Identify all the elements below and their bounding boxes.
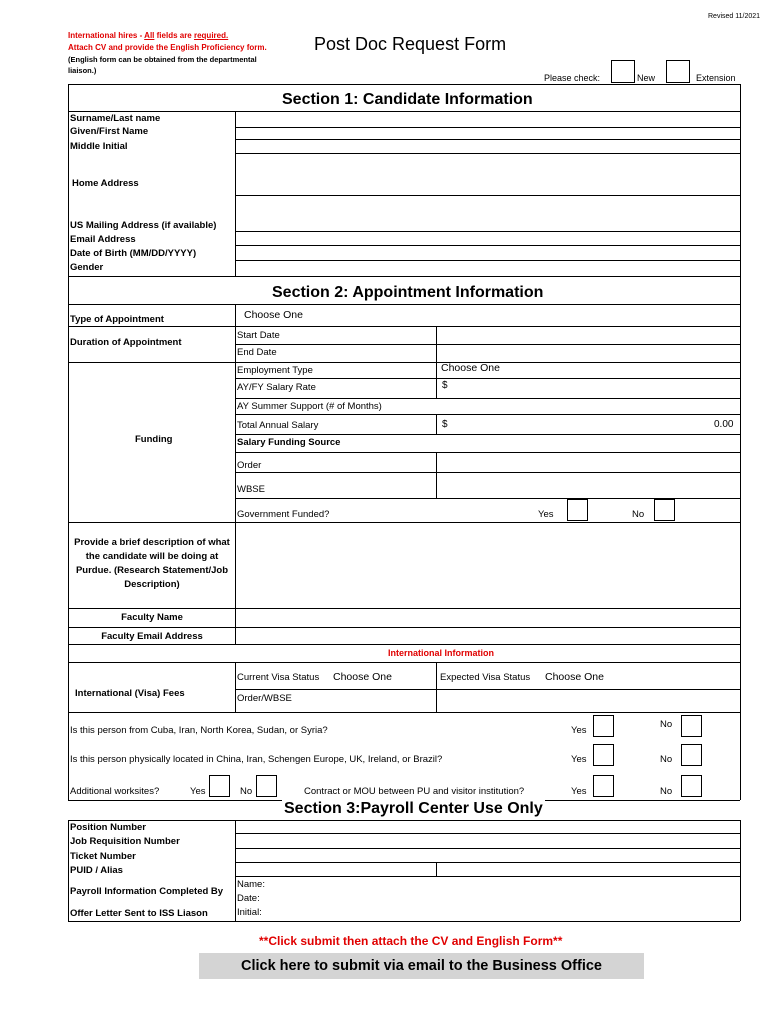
expected-visa-label: Expected Visa Status	[440, 672, 531, 683]
wbse-label: WBSE	[237, 484, 265, 495]
question-cuba-label: Is this person from Cuba, Iran, North Korea, Sudan, or Syria?	[70, 725, 328, 736]
us-mailing-field[interactable]	[236, 196, 739, 230]
middle-initial-label: Middle Initial	[70, 141, 128, 152]
intl-info-header: International Information	[388, 648, 495, 658]
submit-notice: **Click submit then attach the CV and English Form**	[259, 934, 563, 948]
duration-label: Duration of Appointment	[70, 337, 182, 348]
total-salary-currency: $	[442, 419, 448, 430]
revised-date: Revised 11/2021	[708, 13, 761, 20]
worksites-yes-label: Yes	[190, 786, 206, 797]
attach-cv-notice: Attach CV and provide the English Proficiency form.	[68, 43, 267, 52]
puid-field[interactable]	[236, 863, 435, 875]
mou-no-label: No	[660, 786, 673, 797]
type-of-appointment-label: Type of Appointment	[70, 314, 164, 325]
mou-no-checkbox[interactable]	[681, 775, 702, 797]
payroll-initial-label: Initial:	[237, 907, 262, 918]
submit-email-button[interactable]: Click here to submit via email to the Business Office	[199, 953, 644, 979]
description-label-line3: Purdue. (Research Statement/Job	[75, 565, 229, 576]
surname-field[interactable]	[236, 112, 739, 126]
dob-label: Date of Birth (MM/DD/YYYY)	[70, 248, 197, 259]
faculty-name-label: Faculty Name	[121, 612, 183, 623]
payroll-date-field[interactable]	[268, 891, 739, 904]
payroll-initial-field[interactable]	[272, 905, 739, 920]
payroll-name-label: Name:	[237, 879, 265, 890]
gov-funded-yes-label: Yes	[538, 509, 554, 520]
description-field[interactable]	[236, 523, 739, 607]
expected-visa-dropdown[interactable]: Choose One	[545, 671, 604, 683]
cuba-no-label: No	[660, 719, 673, 730]
extension-checkbox[interactable]	[666, 60, 690, 83]
email-label: Email Address	[70, 234, 136, 245]
gov-funded-label: Government Funded?	[237, 509, 330, 520]
start-date-label: Start Date	[237, 330, 280, 341]
new-label: New	[637, 73, 656, 83]
employment-type-dropdown[interactable]: Choose One	[441, 362, 500, 374]
form-title: Post Doc Request Form	[314, 34, 507, 54]
physical-no-checkbox[interactable]	[681, 744, 702, 766]
english-form-note-cont: liaison.)	[68, 66, 97, 75]
question-physical-label: Is this person physically located in China, Iran, Schengen Europe, UK, Ireland, or Brazil?	[70, 754, 443, 765]
ticket-number-field[interactable]	[236, 849, 739, 861]
payroll-completed-label: Payroll Information Completed By	[70, 886, 224, 897]
section1-title: Section 1: Candidate Information	[282, 91, 533, 108]
surname-label: Surname/Last name	[70, 113, 161, 124]
english-form-note: (English form can be obtained from the departmental	[68, 55, 257, 64]
cuba-no-checkbox[interactable]	[681, 715, 702, 737]
intl-hires-notice	[68, 30, 228, 42]
job-requisition-label: Job Requisition Number	[70, 836, 180, 847]
wbse-field[interactable]	[437, 473, 739, 497]
salary-rate-label: AY/FY Salary Rate	[237, 382, 316, 393]
worksites-no-checkbox[interactable]	[256, 775, 277, 797]
offer-letter-label: Offer Letter Sent to ISS Liason	[70, 908, 208, 919]
position-number-field[interactable]	[236, 821, 739, 832]
order-wbse-field[interactable]	[437, 690, 739, 711]
given-name-label: Given/First Name	[70, 126, 149, 137]
section3-title: Section 3:Payroll Center Use Only	[284, 800, 543, 817]
description-label-line1: Provide a brief description of what	[74, 537, 230, 548]
summer-support-field[interactable]	[437, 399, 739, 413]
new-checkbox[interactable]	[611, 60, 635, 83]
section2-title: Section 2: Appointment Information	[272, 284, 544, 301]
home-address-label: Home Address	[72, 178, 139, 189]
payroll-name-field[interactable]	[268, 877, 739, 890]
email-field[interactable]	[236, 232, 739, 244]
additional-worksites-label: Additional worksites?	[70, 786, 160, 797]
intl-notice-prefix: International hires -	[68, 31, 145, 40]
given-name-field[interactable]	[236, 128, 739, 138]
end-date-label: End Date	[237, 347, 277, 358]
worksites-no-label: No	[240, 786, 253, 797]
intl-notice-mid: fields are	[154, 31, 194, 40]
ticket-number-label: Ticket Number	[70, 851, 136, 862]
order-wbse-label: Order/WBSE	[237, 693, 292, 704]
gov-funded-yes-checkbox[interactable]	[567, 499, 588, 521]
mou-yes-label: Yes	[571, 786, 587, 797]
physical-yes-checkbox[interactable]	[593, 744, 614, 766]
gender-field[interactable]	[236, 261, 739, 275]
description-label-line4: Description)	[124, 579, 180, 590]
payroll-date-label: Date:	[237, 893, 260, 904]
type-of-appointment-dropdown[interactable]: Choose One	[244, 309, 303, 321]
cuba-yes-label: Yes	[571, 725, 587, 736]
faculty-email-field[interactable]	[236, 628, 739, 643]
faculty-name-field[interactable]	[236, 609, 739, 626]
salary-rate-field[interactable]	[452, 379, 739, 397]
worksites-yes-checkbox[interactable]	[209, 775, 230, 797]
physical-yes-label: Yes	[571, 754, 587, 765]
home-address-field[interactable]	[236, 154, 739, 194]
please-check-label: Please check:	[544, 73, 601, 83]
middle-initial-field[interactable]	[236, 140, 739, 152]
intl-notice-required: required.	[193, 31, 229, 40]
salary-source-label: Salary Funding Source	[237, 437, 341, 448]
dob-field[interactable]	[236, 246, 739, 259]
job-requisition-field[interactable]	[236, 834, 739, 847]
cuba-yes-checkbox[interactable]	[593, 715, 614, 737]
extension-label: Extension	[696, 73, 736, 83]
intl-notice-all: All	[144, 31, 155, 40]
total-salary-value: 0.00	[714, 419, 734, 430]
start-date-field[interactable]	[437, 327, 739, 344]
order-label: Order	[237, 460, 262, 471]
puid-label: PUID / Alias	[70, 865, 123, 876]
intl-fees-label: International (Visa) Fees	[75, 688, 185, 699]
order-field[interactable]	[437, 453, 739, 471]
position-number-label: Position Number	[70, 822, 147, 833]
gov-funded-no-checkbox[interactable]	[654, 499, 675, 521]
faculty-email-label: Faculty Email Address	[101, 631, 203, 642]
gov-funded-no-label: No	[632, 509, 645, 520]
physical-no-label: No	[660, 754, 673, 765]
us-mailing-label: US Mailing Address (if available)	[70, 220, 217, 231]
summer-support-label: AY Summer Support (# of Months)	[237, 401, 382, 412]
funding-label: Funding	[135, 434, 173, 445]
total-salary-label: Total Annual Salary	[237, 420, 319, 431]
description-label-line2: the candidate will be doing at	[85, 551, 219, 562]
mou-yes-checkbox[interactable]	[593, 775, 614, 797]
salary-rate-currency: $	[442, 380, 448, 391]
end-date-field[interactable]	[437, 345, 739, 361]
contract-mou-label: Contract or MOU between PU and visitor institution?	[304, 786, 525, 797]
current-visa-label: Current Visa Status	[237, 672, 320, 683]
current-visa-dropdown[interactable]: Choose One	[333, 671, 392, 683]
employment-type-label: Employment Type	[237, 365, 313, 376]
gender-label: Gender	[70, 262, 104, 273]
